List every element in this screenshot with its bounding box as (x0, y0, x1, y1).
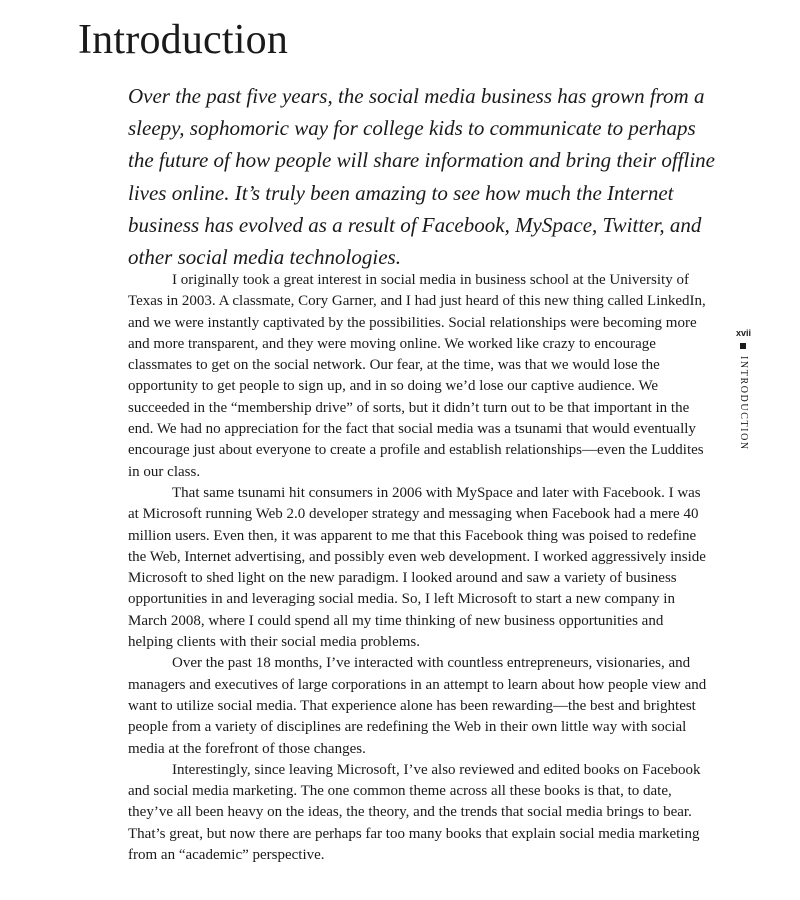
body-paragraph-3: Over the past 18 months, I’ve interacted with countless entrepreneurs, visionaries, and managers and executives of large corporations in an attempt to learn about how people view and want to utilize social media. That experience alone has been rewarding—the best and brightest people from a variety of disciplines are redefining the Web in their own little way with social media at the forefront of those changes. (128, 655, 707, 757)
running-head-label: INTRODUCTION (738, 356, 749, 451)
square-bullet-icon (740, 343, 746, 349)
chapter-epigraph: Over the past five years, the social media business has grown from a sleepy, sophomoric way for college kids to communicate to perhaps the future of how people will share information and bring their offline lives online. It’s truly been amazing to see how much the Internet business has evolved as a result of Facebook, MySpace, Twitter, and other social media technologies. (128, 84, 716, 270)
chapter-title: Introduction (78, 17, 289, 63)
body-text (128, 270, 708, 866)
running-head (736, 328, 756, 451)
body-paragraph-2: That same tsunami hit consumers in 2006 with MySpace and later with Facebook. I was at Microsoft running Web 2.0 developer strategy and messaging when Facebook had a mere 40 million users. Even then, it was apparent to me that this Facebook thing was poised to redefine the Web, Internet advertising, and possibly even web development. I worked aggressively inside Microsoft to shed light on the new paradigm. I looked around and saw a variety of business opportunities in and leveraging social media. So, I left Microsoft to start a new company in March 2008, where I could spend all my time thinking of new business opportunities and helping clients with their social media problems. (128, 484, 706, 651)
page-number: xvii (736, 328, 752, 338)
body-paragraph-1: I originally took a great interest in social media in business school at the University of Texas in 2003. A classmate, Cory Garner, and I had just heard of this new thing called LinkedIn, and we were instantly captivated by the possibilities. Social relationships were becoming more and more transparent, and they were moving online. We worked like crazy to encourage classmates to get on the social network. Our fear, at the time, was that we would lose the opportunity to get people to sign up, and in so doing we’d lose our captive audience. We succeeded in the “membership drive” of sorts, but it didn’t turn out to be that important in the end. We had no appreciation for the fact that social media was a tsunami that would eventually encourage just about everyone to create a profile and establish relationships—even the Luddites in our class. (128, 272, 706, 480)
body-paragraph-4: Interestingly, since leaving Microsoft, I’ve also reviewed and edited books on Facebook and social media marketing. The one common theme across all these books is that, to date, they’ve all been heavy on the ideas, the theory, and the trends that social media brings to bear. That’s great, but now there are perhaps far too many books that explain social media marketing from an “academic” perspective. (128, 761, 701, 864)
